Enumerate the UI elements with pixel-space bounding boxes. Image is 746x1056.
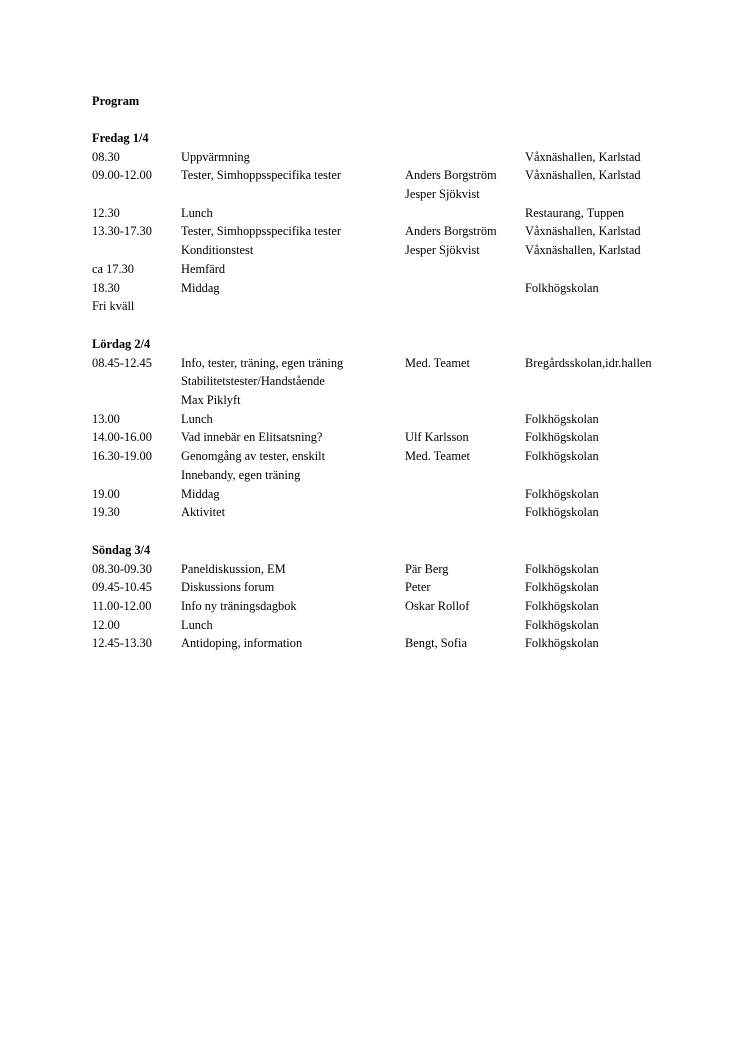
location-cell: Våxnäshallen, Karlstad: [525, 224, 641, 239]
presenter-cell: Jesper Sjökvist: [405, 243, 480, 258]
location-cell: Bregårdsskolan,idr.hallen: [525, 355, 652, 370]
activity-cell: Genomgång av tester, enskilt: [181, 449, 326, 464]
page-title: Program: [92, 94, 140, 108]
time-cell: 19.00: [92, 486, 120, 501]
presenter-cell: Med. Teamet: [405, 355, 470, 370]
activity-cell: Stabilitetstester/Handstående: [181, 374, 325, 389]
presenter-cell: Bengt, Sofia: [405, 636, 467, 651]
schedule-row: [92, 391, 712, 410]
schedule-row: [92, 260, 712, 279]
presenter-cell: Ulf Karlsson: [405, 430, 469, 445]
presenter-cell: Pär Berg: [405, 561, 449, 576]
activity-cell: Info, tester, träning, egen träning: [181, 355, 344, 370]
schedule-row: [92, 372, 712, 391]
time-cell: 18.30: [92, 280, 120, 295]
schedule-row: [92, 616, 712, 635]
time-cell: 14.00-16.00: [92, 430, 152, 445]
schedule-row: [92, 428, 712, 447]
schedule-row: [92, 503, 712, 522]
time-cell: 13.30-17.30: [92, 224, 152, 239]
time-cell: 08.30-09.30: [92, 561, 152, 576]
schedule-row: [92, 485, 712, 504]
location-cell: Folkhögskolan: [525, 411, 599, 426]
activity-cell: Vad innebär en Elitsatsning?: [181, 430, 323, 445]
schedule-row: [92, 560, 712, 579]
presenter-cell: Jesper Sjökvist: [405, 187, 480, 202]
location-cell: Våxnäshallen, Karlstad: [525, 168, 641, 183]
time-cell: 13.00: [92, 411, 120, 426]
schedule-row: [92, 148, 712, 167]
activity-cell: Middag: [181, 486, 220, 501]
time-cell: 12.30: [92, 205, 120, 220]
schedule-row: [92, 279, 712, 298]
time-cell: 19.30: [92, 505, 120, 520]
presenter-cell: Anders Borgström: [405, 168, 497, 183]
activity-cell: Lunch: [181, 617, 213, 632]
activity-cell: Hemfärd: [181, 261, 226, 276]
activity-cell: Info ny träningsdagbok: [181, 599, 297, 614]
time-cell: 09.45-10.45: [92, 580, 152, 595]
activity-cell: Paneldiskussion, EM: [181, 561, 286, 576]
activity-cell: Tester, Simhoppsspecifika tester: [181, 224, 342, 239]
day-section-lordag: [92, 335, 712, 522]
time-cell: 09.00-12.00: [92, 168, 152, 183]
location-cell: Folkhögskolan: [525, 617, 599, 632]
schedule-row: [92, 222, 712, 241]
day-section-sondag: [92, 541, 712, 653]
activity-cell: Lunch: [181, 411, 213, 426]
schedule-row: [92, 241, 712, 260]
location-cell: Folkhögskolan: [525, 505, 599, 520]
presenter-cell: Peter: [405, 580, 431, 595]
location-cell: Folkhögskolan: [525, 449, 599, 464]
location-cell: Våxnäshallen, Karlstad: [525, 149, 641, 164]
schedule-row: [92, 297, 712, 316]
activity-cell: Aktivitet: [181, 505, 226, 520]
activity-cell: Middag: [181, 280, 220, 295]
activity-cell: Diskussions forum: [181, 580, 275, 595]
location-cell: Folkhögskolan: [525, 636, 599, 651]
time-cell: 08.45-12.45: [92, 355, 152, 370]
time-cell: 12.00: [92, 617, 120, 632]
day-heading: Söndag 3/4: [92, 543, 151, 557]
location-cell: Folkhögskolan: [525, 280, 599, 295]
day-heading: Lördag 2/4: [92, 337, 151, 351]
presenter-cell: Med. Teamet: [405, 449, 470, 464]
location-cell: Folkhögskolan: [525, 561, 599, 576]
activity-cell: Innebandy, egen träning: [181, 467, 301, 482]
location-cell: Våxnäshallen, Karlstad: [525, 243, 641, 258]
activity-cell: Uppvärmning: [181, 149, 250, 164]
schedule-row: [92, 354, 712, 373]
day-section-fredag: [92, 129, 712, 316]
schedule-row: [92, 166, 712, 185]
time-cell: 08.30: [92, 149, 120, 164]
activity-cell: Konditionstest: [181, 243, 254, 258]
day-heading: Fredag 1/4: [92, 131, 149, 145]
schedule-row: [92, 185, 712, 204]
schedule-row: [92, 410, 712, 429]
location-cell: Folkhögskolan: [525, 599, 599, 614]
location-cell: Folkhögskolan: [525, 580, 599, 595]
activity-cell: Tester, Simhoppsspecifika tester: [181, 168, 342, 183]
location-cell: Restaurang, Tuppen: [525, 205, 625, 220]
activity-cell: Max Piklyft: [181, 393, 241, 408]
time-cell: 16.30-19.00: [92, 449, 152, 464]
activity-cell: Antidoping, information: [181, 636, 303, 651]
schedule-row: [92, 204, 712, 223]
time-cell: 12.45-13.30: [92, 636, 152, 651]
schedule-row: [92, 634, 712, 653]
presenter-cell: Anders Borgström: [405, 224, 497, 239]
time-cell: 11.00-12.00: [92, 599, 152, 614]
schedule-row: [92, 597, 712, 616]
schedule-row: [92, 578, 712, 597]
location-cell: Folkhögskolan: [525, 430, 599, 445]
schedule-row: [92, 466, 712, 485]
location-cell: Folkhögskolan: [525, 486, 599, 501]
time-cell: ca 17.30: [92, 261, 134, 276]
activity-cell: Lunch: [181, 205, 213, 220]
presenter-cell: Oskar Rollof: [405, 599, 470, 614]
schedule-row: [92, 447, 712, 466]
time-cell: Fri kväll: [92, 299, 135, 314]
